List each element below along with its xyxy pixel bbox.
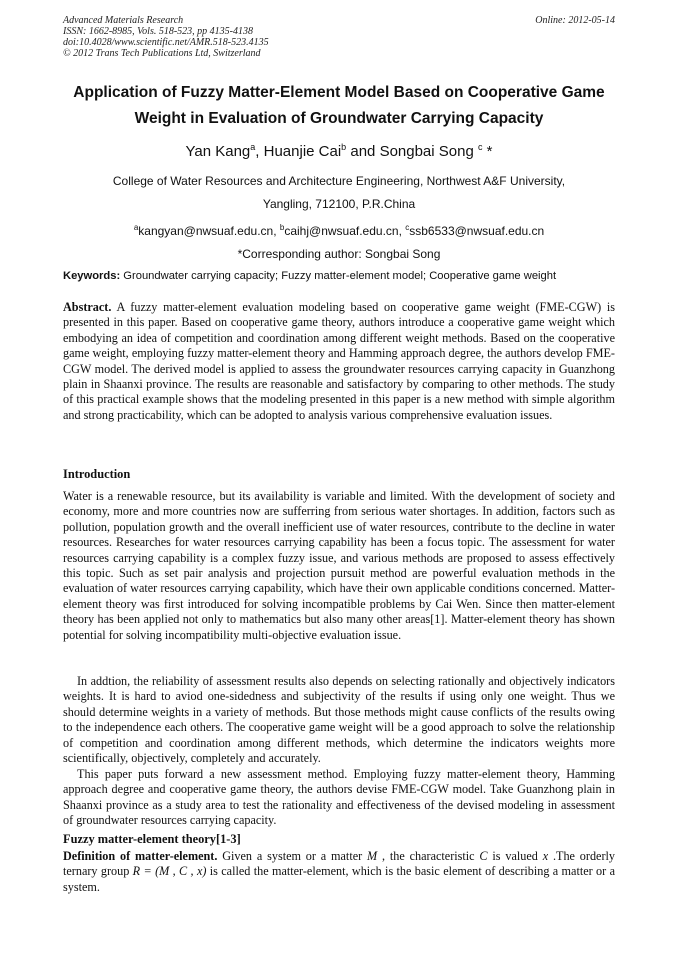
online-date: Online: 2012-05-14 [535, 15, 615, 26]
keywords-label: Keywords: [63, 270, 121, 282]
intro-paragraph-3: This paper puts forward a new assessment method. Employing fuzzy matter-element theory, Hamming approach degree and cooperative game theory, the authors devise FME-CGW model. Take Guanzhong plain in Shaanxi province as a study area to test the rationality and effectiveness of the devised modeling in assessment of groundwater resources carrying capacity. [63, 767, 615, 828]
author-name: Huanjie Cai [263, 143, 342, 160]
abstract-paragraph [63, 300, 615, 423]
corresponding-author: *Corresponding author: Songbai Song [237, 247, 441, 261]
abstract-label: Abstract. [63, 300, 112, 314]
email-address: ssb6533@nwsuaf.edu.cn [409, 224, 545, 238]
journal-name: Advanced Materials Research [63, 15, 184, 26]
corresponding-star: * [482, 143, 493, 160]
author-separator: , [255, 143, 264, 160]
affiliation-line-1: College of Water Resources and Architecture Engineering, Northwest A&F University, [112, 174, 566, 188]
math-symbol: x [542, 849, 549, 863]
abstract-text: A fuzzy matter-element evaluation modeling based on cooperative game weight (FME-CGW) is presented in this paper. Based on cooperative game theory, authors introduce a cooperative game weight which embodying an idea of competition and coordination among different weight methods. Based on the cooperative game weight, employing fuzzy matter-element theory and Hamming approach degree, the authors develop FME-CGW model. The derived model is applied to assess the groundwater resources carrying capacity in Guanzhong plain in Shaanxi province. The results are reasonable and satisfactory by comparing to other methods. The study of this practical example shows that the modeling presented in this paper is a new method with simple algorithm and strong practicability, which can be adopted to analysis various comprehensive evaluation issues. [63, 300, 615, 422]
definition-text: Given a system or a matter [217, 849, 368, 863]
section-heading-fuzzy-theory: Fuzzy matter-element theory[1-3] [63, 832, 241, 846]
definition-text: , the characteristic [377, 849, 480, 863]
affiliation-mark: b [341, 142, 347, 152]
affiliation-mark: c [405, 223, 410, 232]
definition-text: is called the matter-element, which is the basic element of describing a matter or a system. [63, 864, 615, 894]
author-list [40, 137, 638, 162]
journal-issn: ISSN: 1662-8985, Vols. 518-523, pp 4135-4138 [63, 26, 253, 37]
definition-text: is valued [487, 849, 543, 863]
definition-text: .The orderly ternary group [63, 849, 615, 879]
definition-paragraph [63, 849, 615, 895]
math-formula: R = (M , C , x) [132, 864, 207, 879]
paper-title-line-2: Weight in Evaluation of Groundwater Carrying Capacity [134, 110, 544, 127]
author-separator: and [346, 143, 380, 160]
author-name: Songbai Song [379, 143, 474, 160]
intro-paragraph-1: Water is a renewable resource, but its availability is variable and limited. With the development of society and economy, more and more countries now are sufferring from serious water shortages. In addition, factors such as pollution, population growth and the overall inefficient use of water resources, contribute to the decline in water resources. Researches for water resources carrying capability has been a focus topic. The assessment for water resources carrying capability is a complex fuzzy issue, and various methods are proposed to assess effectively this topic. Such as set pair analysis and projection pursuit method are powerful evaluation methods in the evaluation of water resources carrying capability, which have their own applicable conditions concerned. Matter-element theory was first introduced for solving incompatible problems by Cai Wen. Since then matter-element theory has been applied not only to mathematics but also many other areas[1]. Matter-element theory has shown potential for solving incompatibility multi-objective evaluation issue. [63, 489, 615, 642]
affiliation-block [40, 170, 638, 266]
journal-doi: doi:10.4028/www.scientific.net/AMR.518-523.4135 [63, 37, 269, 48]
math-symbol: C [479, 849, 488, 863]
email-address: caihj@nwsuaf.edu.cn, [284, 224, 406, 238]
paper-title-line-1: Application of Fuzzy Matter-Element Model Based on Cooperative Game [73, 84, 605, 101]
affiliation-mark: c [477, 142, 483, 152]
journal-copyright: © 2012 Trans Tech Publications Ltd, Switzerland [63, 48, 261, 59]
affiliation-mark: b [279, 223, 285, 232]
email-line [40, 216, 638, 243]
journal-header [63, 15, 615, 59]
keywords-text: Groundwater carrying capacity; Fuzzy matter-element model; Cooperative game weight [120, 270, 557, 282]
definition-label: Definition of matter-element. [63, 849, 218, 863]
email-address: kangyan@nwsuaf.edu.cn, [138, 224, 280, 238]
author-name: Yan Kang [185, 143, 251, 160]
paper-title [40, 80, 638, 132]
keywords-line [63, 268, 623, 284]
intro-paragraph-2: In addtion, the reliability of assessment results also depends on selecting rationally and objectively indicators weights. It is hard to aviod one-sidedness and subjectivity of the results if using only one weight. Thus we should determine weights in a variety of methods. But those methods might cause conflicts of the results owing to the independence each others. The cooperative game weight will be a good approach to solve the relationship of competition and coordination among different methods, which determine the indicators weights more scientifically, objectively, completely and accurately. [63, 674, 615, 766]
math-symbol: M [367, 849, 378, 863]
affiliation-mark: a [133, 223, 139, 232]
affiliation-line-2: Yangling, 712100, P.R.China [262, 197, 416, 211]
affiliation-mark: a [250, 142, 256, 152]
section-heading-introduction: Introduction [63, 467, 131, 481]
